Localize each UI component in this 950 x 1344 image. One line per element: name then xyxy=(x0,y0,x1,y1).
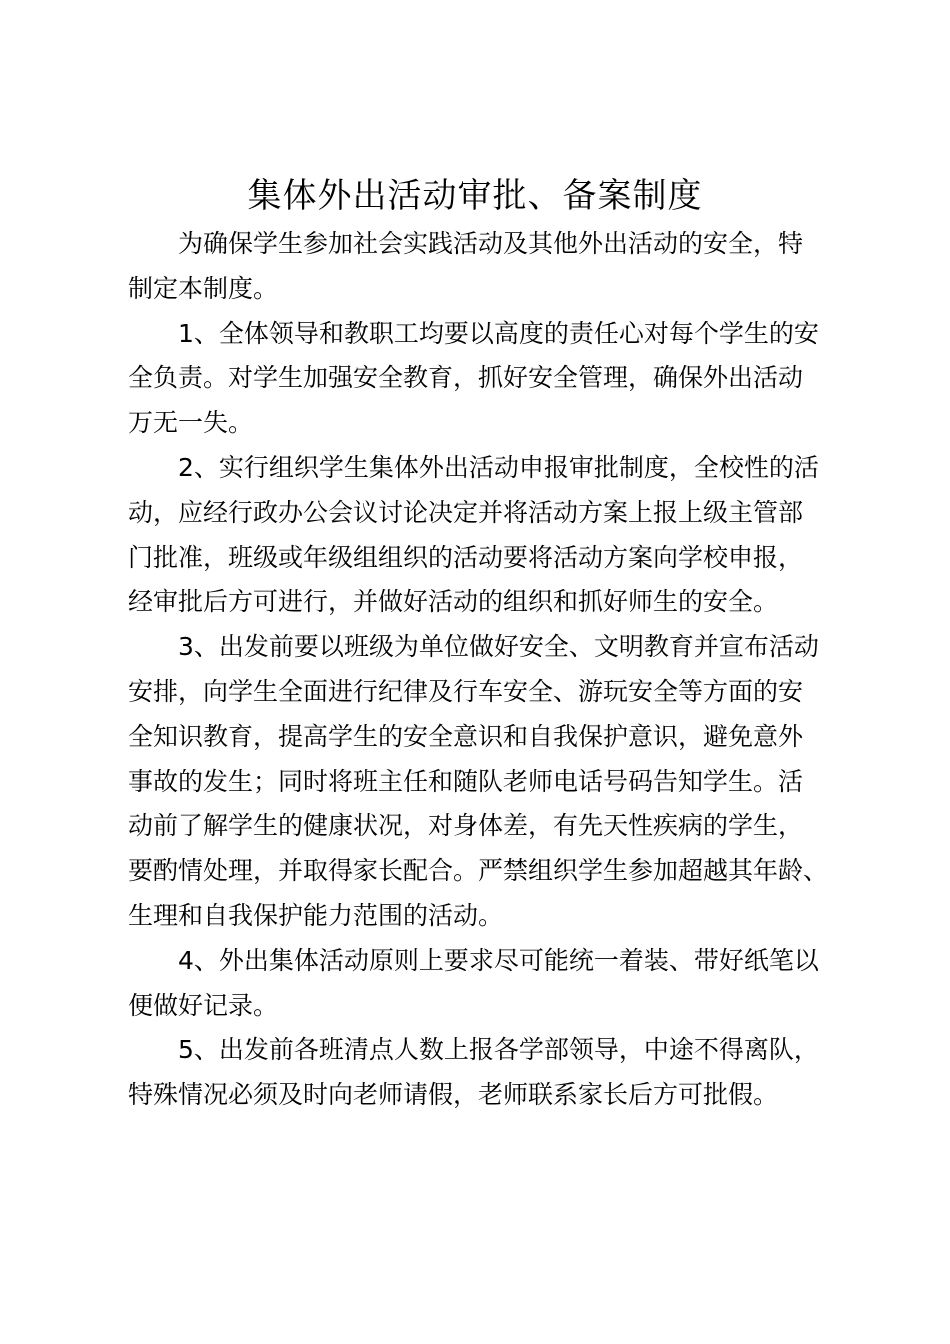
paragraph-line: 万无一失。 xyxy=(128,408,254,438)
paragraph-line: 要酌情处理，并取得家长配合。严禁组织学生参加超越其年龄、 xyxy=(128,856,829,886)
paragraph-clause-4 xyxy=(128,939,848,1029)
paragraph-line: 动，应经行政办公会议讨论决定并将活动方案上报上级主管部 xyxy=(128,497,804,527)
paragraph-line: 为确保学生参加社会实践活动及其他外出活动的安全，特 xyxy=(178,229,804,258)
paragraph-clause-2 xyxy=(128,446,848,625)
paragraph-line: 安排，向学生全面进行纪律及行车安全、游玩安全等方面的安 xyxy=(128,676,804,706)
paragraph-clause-1 xyxy=(128,312,848,446)
paragraph-line: 经审批后方可进行，并做好活动的组织和抓好师生的安全。 xyxy=(128,587,779,617)
paragraph-line: 门批准，班级或年级组组织的活动要将活动方案向学校申报， xyxy=(128,542,804,572)
paragraph-clause-5 xyxy=(128,1028,848,1118)
paragraph-line: 3、出发前要以班级为单位做好安全、文明教育并宣布活动 xyxy=(178,632,819,662)
paragraph-line: 事故的发生；同时将班主任和随队老师电话号码告知学生。活 xyxy=(128,766,804,796)
paragraph-line: 全负责。对学生加强安全教育，抓好安全管理，确保外出活动 xyxy=(128,363,804,393)
document-body xyxy=(128,222,848,1118)
paragraph-line: 4、外出集体活动原则上要求尽可能统一着装、带好纸笔以 xyxy=(178,945,819,975)
paragraph-line: 2、实行组织学生集体外出活动申报审批制度，全校性的活 xyxy=(178,452,819,482)
paragraph-line: 特殊情况必须及时向老师请假，老师联系家长后方可批假。 xyxy=(128,1080,779,1110)
paragraph-line: 1、全体领导和教职工均要以高度的责任心对每个学生的安 xyxy=(178,318,819,348)
paragraph-clause-3 xyxy=(128,625,848,939)
paragraph-line: 动前了解学生的健康状况，对身体差，有先天性疾病的学生， xyxy=(128,811,804,841)
paragraph-line: 便做好记录。 xyxy=(128,990,279,1020)
document-title: 集体外出活动审批、备案制度 xyxy=(247,176,703,216)
paragraph-line: 生理和自我保护能力范围的活动。 xyxy=(128,900,504,930)
paragraph-line: 制定本制度。 xyxy=(128,273,279,303)
paragraph-intro xyxy=(128,222,848,312)
paragraph-line: 全知识教育，提高学生的安全意识和自我保护意识，避免意外 xyxy=(128,721,804,751)
paragraph-line: 5、出发前各班清点人数上报各学部领导，中途不得离队， xyxy=(178,1035,819,1065)
